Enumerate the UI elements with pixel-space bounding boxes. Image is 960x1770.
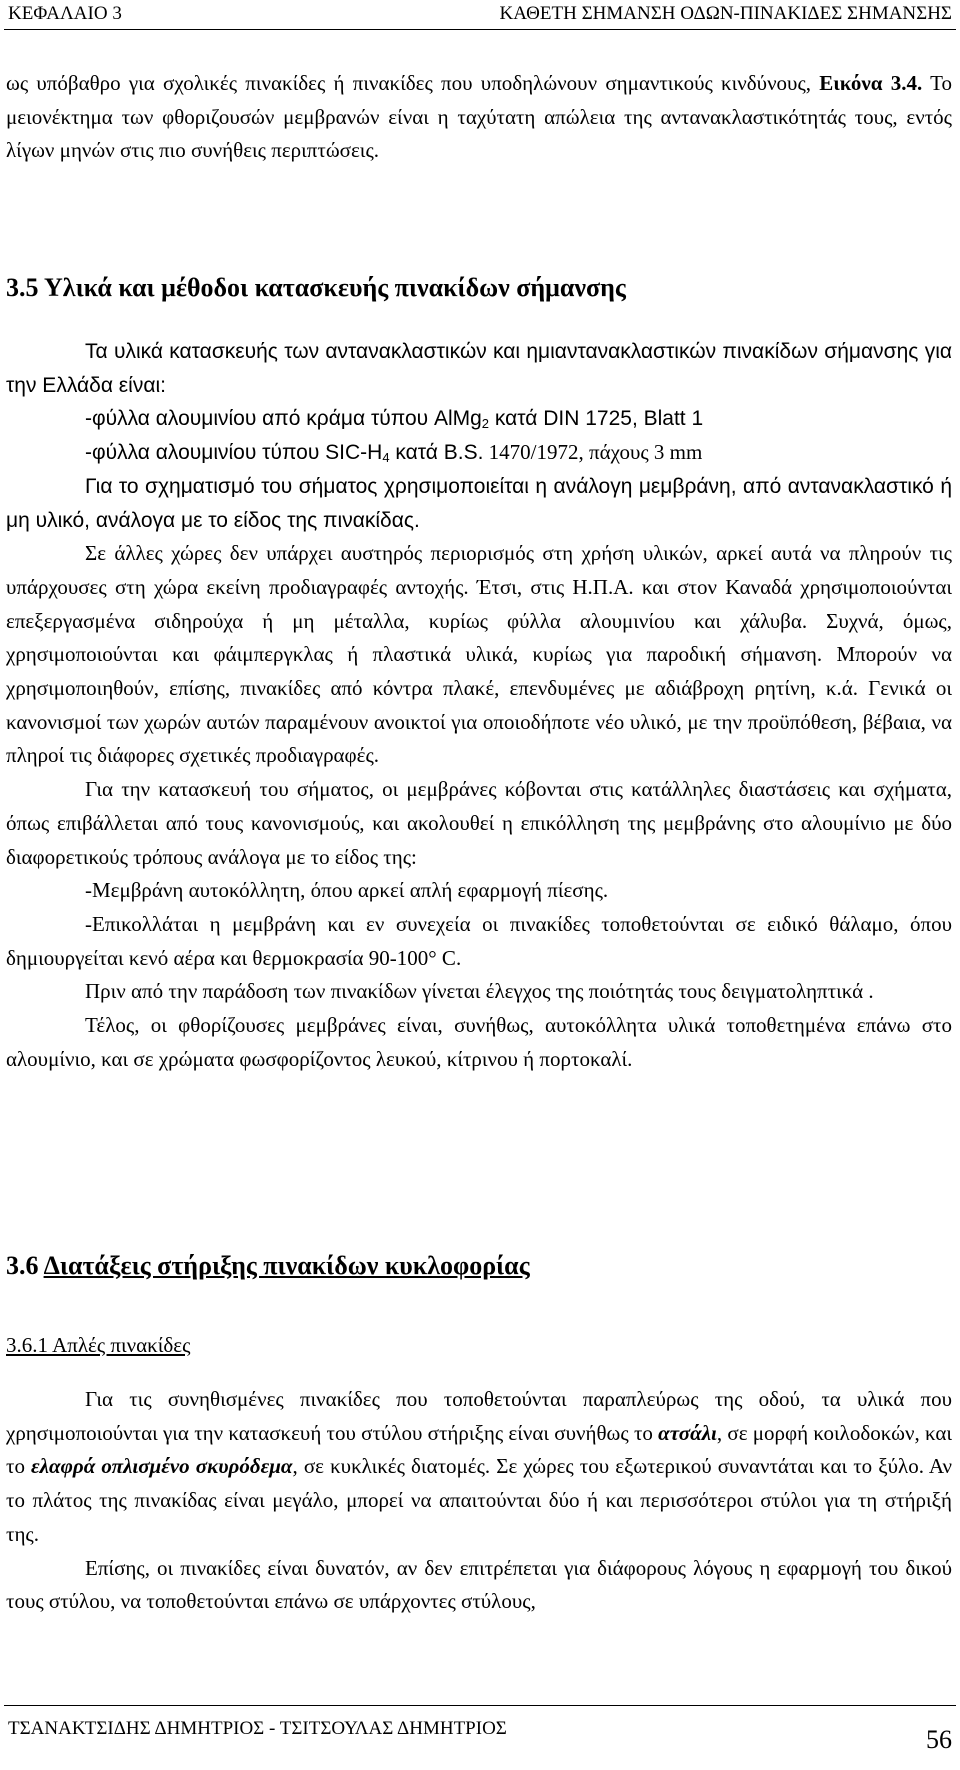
page-number: 56 (926, 1725, 952, 1754)
section-3-6-heading (6, 1249, 530, 1283)
section-3-5-body (6, 335, 952, 1076)
page-footer (0, 1705, 960, 1765)
paragraph: Πριν από την παράδοση των πινακίδων γίνεται έλεγχος της ποιότητάς τους δειγματοληπτικά . (85, 979, 874, 1004)
footer-rule (4, 1705, 956, 1706)
list-item-text: κατά B.S. (389, 441, 484, 465)
intro-paragraph (6, 67, 952, 168)
chapter-title: ΚΑΘΕΤΗ ΣΗΜΑΝΣΗ ΟΔΩΝ-ΠΙΝΑΚΙΔΕΣ ΣΗΜΑΝΣΗΣ (499, 3, 952, 24)
list-item-text: κατά DIN 1725, Blatt 1 (489, 407, 704, 431)
emphasis-concrete: ελαφρά οπλισμένο σκυρόδεμα (31, 1454, 293, 1479)
list-item (6, 402, 952, 436)
paragraph-text: Για τις συνηθισμένες πινακίδες που τοποθετούνται παραπλεύρως της οδού, τα υλικά που χρησιμοποιούνται για την κατασκευή του στύλου στήριξης είναι συνήθως το (6, 1387, 952, 1445)
running-header (0, 0, 960, 27)
list-item-text: -φύλλα αλουμινίου από κράμα τύπου AlMg (85, 407, 482, 431)
section-3-6-body (6, 1383, 952, 1619)
paragraph: Σε άλλες χώρες δεν υπάρχει αυστηρός περιορισμός στη χρήση υλικών, αρκεί αυτά να πληρούν τις υπάρχουσες στη χώρα εκείνη προδιαγραφές αντοχής. Έτσι, στις Η.Π.Α. και στον Καναδά χρησιμοποιούνται επεξεργασμένα σιδηρούχα ή μη μέταλλα, κυρίως φύλλα αλουμινίου και χάλυβα. Συχνά, όμως, χρησιμοποιούνται και φάιμπεργκλας ή πλαστικά υλικά, κυρίως για παροδική σήμανση. Μπορούν να χρησιμοποιηθούν, επίσης, πινακίδες από κόντρα πλακέ, επενδυμένες με αδιάβροχη ρητίνη, κ.ά. Γενικά οι κανονισμοί των χωρών αυτών παραμένουν ανοικτοί για οποιοδήποτε νέο υλικό, με την προϋπόθεση, βέβαια, να πληροί τις διάφορες σχετικές προδιαγραφές. (6, 541, 952, 768)
header-rule (4, 29, 956, 30)
paragraph-text: , σε κυκλικές διατομές. Σε χώρες του εξωτερικού συναντάται και το ξύλο. Αν το πλάτος της πινακίδας είναι μεγάλο, μπορεί να απαιτούνται δύο ή και περισσότεροι στύλοι για τη στήριξή της. (6, 1454, 952, 1546)
intro-text-a: ως υπόβαθρο για σχολικές πινακίδες ή πινακίδες που υποδηλώνουν σημαντικούς κινδύνους, (6, 71, 820, 95)
figure-reference: Εικόνα 3.4. (819, 71, 923, 95)
paragraph-text: , σε μορφή κοιλοδοκών, και το (6, 1420, 953, 1479)
list-item-text: -φύλλα αλουμινίου τύπου SIC-H (85, 441, 383, 465)
chapter-label: ΚΕΦΑΛΑΙΟ 3 (8, 3, 122, 24)
section-title: Διατάξεις στήριξης πινακίδων κυκλοφορίας (43, 1251, 530, 1280)
paragraph: Επίσης, οι πινακίδες είναι δυνατόν, αν δεν επιτρέπεται για διάφορους λόγους η εφαρμογή του δικού τους στύλου, να τοποθετούνται επάνω σε υπάρχοντες στύλους, (6, 1555, 952, 1614)
emphasis-steel: ατσάλι (658, 1420, 717, 1445)
list-item (6, 436, 952, 470)
paragraph: Για το σχηματισμό του σήματος χρησιμοποιείται η ανάλογη μεμβράνη, από αντανακλαστικό ή μη υλικό, ανάλογα με το είδος της πινακίδας. (6, 474, 952, 532)
paragraph: -Μεμβράνη αυτοκόλλητη, όπου αρκεί απλή εφαρμογή πίεσης. (85, 878, 609, 903)
paragraph: Για την κατασκευή του σήματος, οι μεμβράνες κόβονται στις κατάλληλες διαστάσεις και σχήματα, όπως επιβάλλεται από τους κανονισμούς, και ακολουθεί η επικόλληση της μεμβράνης στο αλουμίνιο με δύο διαφορετικούς τρόπους ανάλογα με το είδος της: (6, 777, 952, 869)
section-number: 3.6 (6, 1251, 44, 1280)
paragraph: Τέλος, οι φθορίζουσες μεμβράνες είναι, συνήθως, αυτοκόλλητα υλικά τοποθετημένα επάνω στο αλουμίνιο, και σε χρώματα φωσφορίζοντος λευκού, κίτρινου ή πορτοκαλί. (6, 1013, 952, 1071)
list-item-text: 1470/1972, πάχους 3 mm (483, 440, 703, 465)
subsection-3-6-1-heading: 3.6.1 Απλές πινακίδες (6, 1333, 191, 1357)
subscript: 2 (481, 416, 490, 432)
paragraph: -Επικολλάται η μεμβράνη και εν συνεχεία οι πινακίδες τοποθετούνται σε ειδικό θάλαμο, όπου δημιουργείται κενό αέρα και θερμοκρασία 90-100° C. (6, 911, 952, 970)
paragraph (6, 1383, 952, 1552)
paragraph: Τα υλικά κατασκευής των αντανακλαστικών και ημιαντανακλαστικών πινακίδων σήμανσης για την Ελλάδα είναι: (6, 340, 952, 397)
intro-text-b: Το μειονέκτημα των φθοριζουσών μεμβρανών είναι η ταχύτατη απώλεια της αντανακλαστικότητάς τους, εντός λίγων μηνών στις πιο συνήθεις περιπτώσεις. (6, 71, 952, 163)
subscript: 4 (382, 450, 390, 466)
section-3-5-heading: 3.5 Υλικά και μέθοδοι κατασκευής πινακίδων σήμανσης (6, 273, 626, 302)
intro-block (6, 67, 952, 168)
footer-authors: ΤΣΑΝΑΚΤΣΙΔΗΣ ΔΗΜΗΤΡΙΟΣ - ΤΣΙΤΣΟΥΛΑΣ ΔΗΜΗΤΡΙΟΣ (8, 1718, 507, 1739)
